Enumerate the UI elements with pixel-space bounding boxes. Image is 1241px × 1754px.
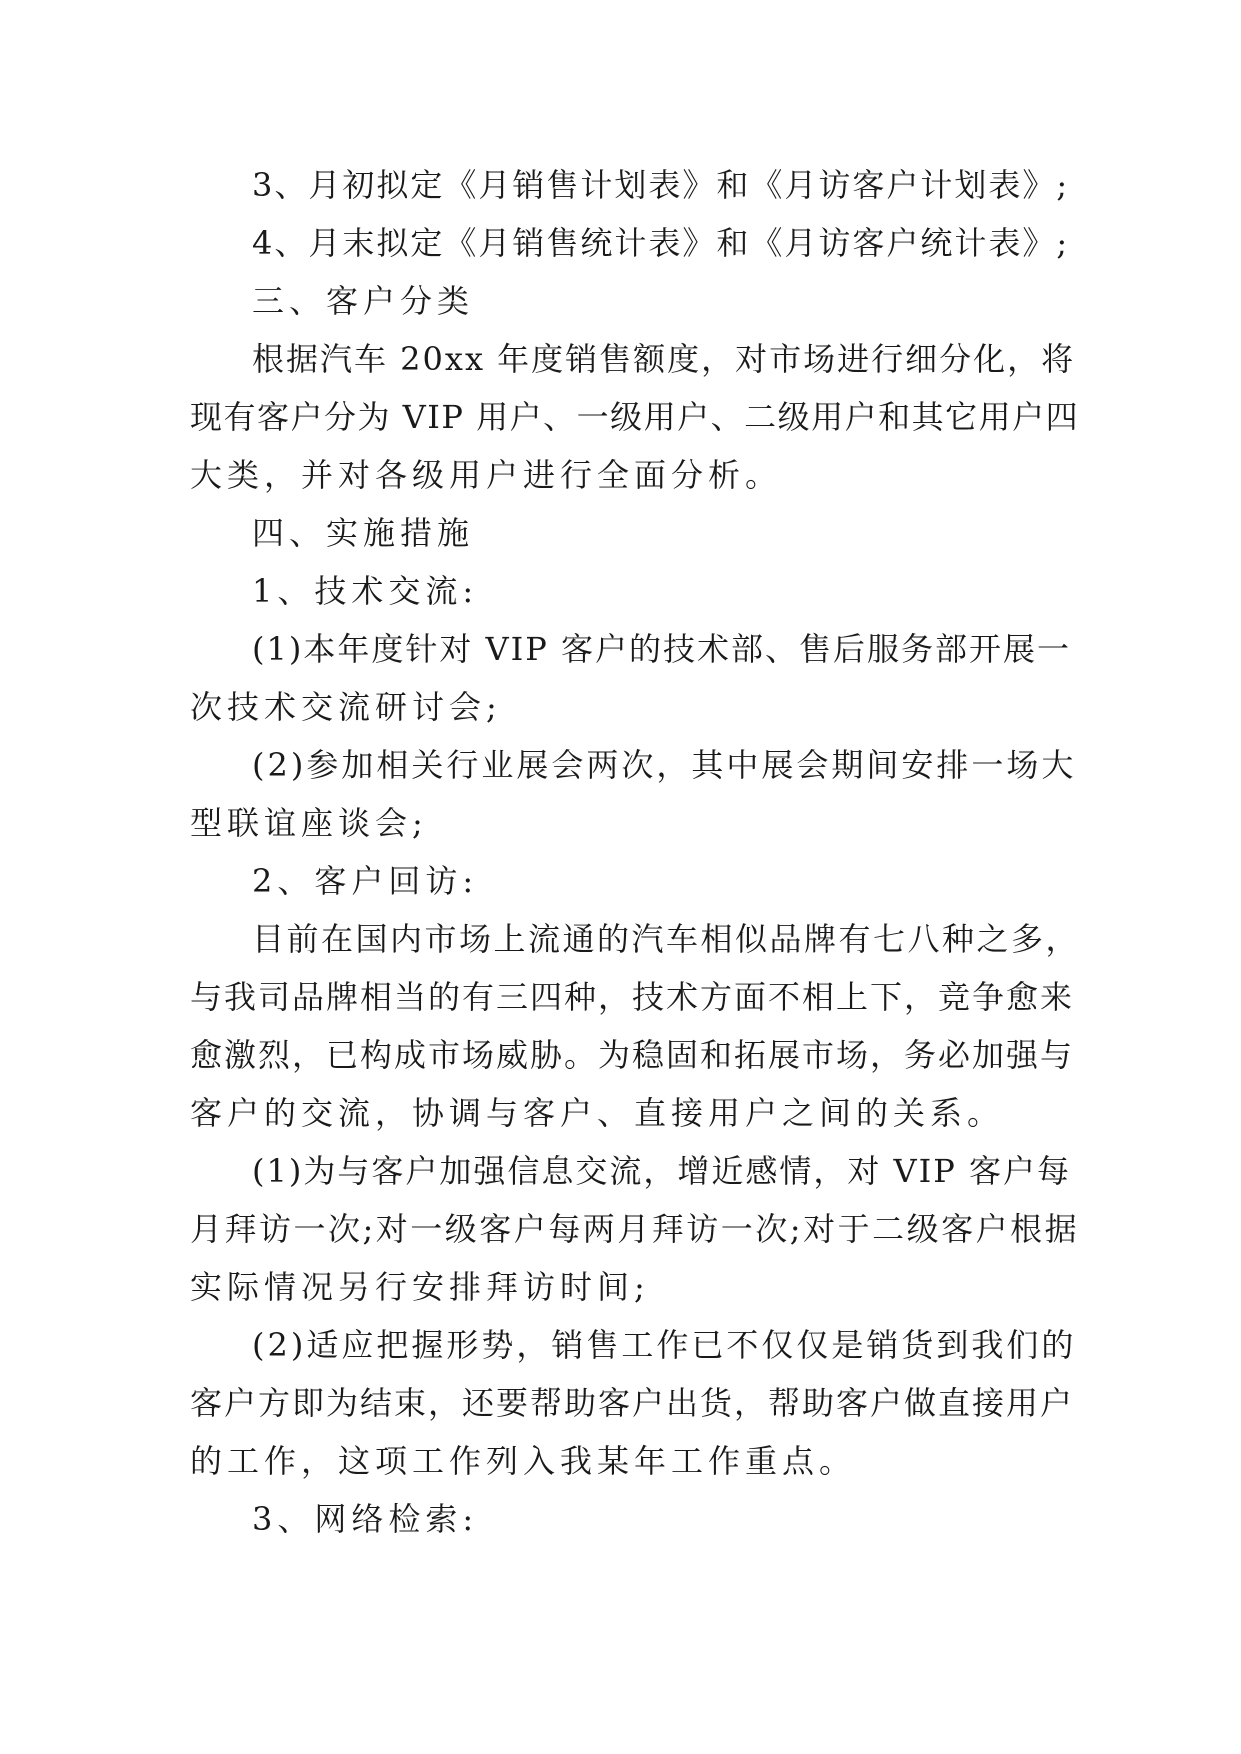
text-line: 目前在国内市场上流通的汽车相似品牌有七八种之多， <box>252 920 1081 958</box>
text-line: 的工作，这项工作列入我某年工作重点。 <box>190 1442 857 1480</box>
text-line: 愈激烈，已构成市场威胁。为稳固和拓展市场，务必加强与 <box>190 1036 1075 1074</box>
text-line: (1)本年度针对 VIP 客户的技术部、售后服务部开展一 <box>252 630 1071 668</box>
subsection-heading: 3、网络检索: <box>252 1500 479 1538</box>
text-line: (2)参加相关行业展会两次，其中展会期间安排一场大 <box>252 746 1077 784</box>
subsection-heading: 2、客户回访: <box>252 862 479 900</box>
text-line: 客户方即为结束，还要帮助客户出货，帮助客户做直接用户 <box>190 1384 1075 1422</box>
text-line: 型联谊座谈会; <box>190 804 428 842</box>
text-line: 客户的交流，协调与客户、直接用户之间的关系。 <box>190 1094 1005 1132</box>
text-line: (1)为与客户加强信息交流，增近感情，对 VIP 客户每 <box>252 1152 1071 1190</box>
text-line: 3、月初拟定《月销售计划表》和《月访客户计划表》; <box>252 166 1070 204</box>
text-line: 实际情况另行安排拜访时间; <box>190 1268 650 1306</box>
text-line: 现有客户分为 VIP 用户、一级用户、二级用户和其它用户四 <box>190 398 1080 436</box>
text-line: 月拜访一次;对一级客户每两月拜访一次;对于二级客户根据 <box>190 1210 1080 1248</box>
text-line: (2)适应把握形势，销售工作已不仅仅是销货到我们的 <box>252 1326 1077 1364</box>
text-line: 与我司品牌相当的有三四种，技术方面不相上下，竞争愈来 <box>190 978 1075 1016</box>
section-heading: 四、实施措施 <box>252 514 475 552</box>
subsection-heading: 1、技术交流: <box>252 572 479 610</box>
text-line: 根据汽车 20xx 年度销售额度，对市场进行细分化，将 <box>252 340 1076 378</box>
text-line: 4、月末拟定《月销售统计表》和《月访客户统计表》; <box>252 224 1070 262</box>
text-line: 大类，并对各级用户进行全面分析。 <box>190 456 783 494</box>
section-heading: 三、客户分类 <box>252 282 475 320</box>
text-line: 次技术交流研讨会; <box>190 688 502 726</box>
